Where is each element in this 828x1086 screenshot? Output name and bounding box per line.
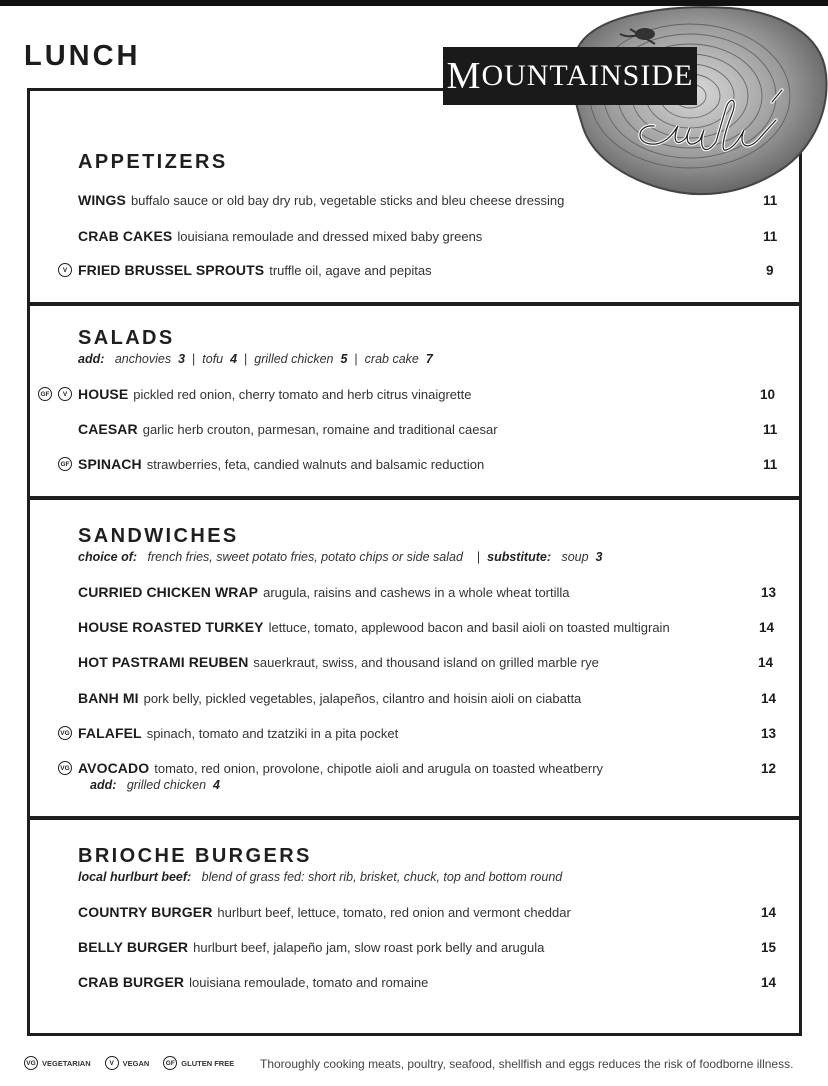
gluten-free-icon: GF <box>58 457 72 471</box>
menu-item <box>78 228 778 244</box>
item-name: BANH MI <box>78 690 139 706</box>
sandwiches-title: SANDWICHES <box>78 525 239 547</box>
item-price: 15 <box>761 940 777 955</box>
item-name: AVOCADO <box>78 760 150 776</box>
legend-item <box>163 1056 234 1070</box>
substitute-text: soup <box>561 550 589 564</box>
item-name: CURRIED CHICKEN WRAP <box>78 584 259 600</box>
item-price: 14 <box>761 905 777 920</box>
addon-text: grilled chicken <box>126 778 207 792</box>
addon-price: 5 <box>340 352 348 366</box>
item-description: buffalo sauce or old bay dry rub, vegetable sticks and bleu cheese dressing <box>130 193 565 208</box>
item-price: 14 <box>759 620 775 635</box>
menu-item <box>78 192 778 208</box>
item-name: CRAB CAKES <box>78 228 173 244</box>
addon-text: tofu <box>202 352 224 366</box>
logo-rest: OUNTAINSIDE <box>481 59 694 92</box>
section-divider <box>27 496 802 500</box>
menu-item <box>78 690 778 706</box>
item-price: 11 <box>763 422 778 437</box>
item-price: 10 <box>760 387 776 402</box>
legend-label: GLUTEN FREE <box>181 1058 235 1068</box>
item-name: FRIED BRUSSEL SPROUTS <box>78 262 265 278</box>
menu-item <box>78 654 778 670</box>
item-price: 13 <box>761 585 777 600</box>
item-description: louisiana remoulade and dressed mixed baby greens <box>177 229 483 244</box>
menu-item <box>78 760 778 776</box>
item-name: HOT PASTRAMI REUBEN <box>78 654 249 670</box>
burgers-beef-note <box>78 870 562 884</box>
item-description: pickled red onion, cherry tomato and herb citrus vinaigrette <box>133 387 472 402</box>
addon-label: add: <box>90 778 117 792</box>
menu-item <box>78 939 778 955</box>
item-price: 11 <box>763 229 778 244</box>
menu-item <box>78 421 778 437</box>
menu-item <box>78 386 778 402</box>
substitute-price: 3 <box>595 550 603 564</box>
legend-label: VEGETARIAN <box>42 1058 91 1068</box>
menu-item <box>78 904 778 920</box>
menu-item <box>78 974 778 990</box>
menu-item <box>78 262 778 278</box>
legend-item <box>105 1056 150 1070</box>
avocado-addon-note <box>90 778 220 792</box>
gluten-free-icon: GF <box>38 387 52 401</box>
addon-price: 4 <box>230 352 238 366</box>
logo-initial: M <box>446 55 482 97</box>
cafe-script-logo <box>626 80 796 164</box>
item-price: 14 <box>761 691 777 706</box>
addon-price: 7 <box>425 352 433 366</box>
item-description: lettuce, tomato, applewood bacon and basil aioli on toasted multigrain <box>268 620 670 635</box>
appetizers-title: APPETIZERS <box>78 151 228 173</box>
item-name: BELLY BURGER <box>78 939 189 955</box>
item-description: sauerkraut, swiss, and thousand island on grilled marble rye <box>253 655 599 670</box>
addons-label: add: <box>78 352 105 366</box>
addon-text: anchovies <box>114 352 172 366</box>
vegetarian-icon: VG <box>24 1056 38 1070</box>
item-description: hurlburt beef, lettuce, tomato, red onion and vermont cheddar <box>217 905 571 920</box>
vegan-icon: V <box>58 263 72 277</box>
item-price: 11 <box>763 457 778 472</box>
item-name: SPINACH <box>78 456 142 472</box>
menu-item <box>78 584 778 600</box>
item-description: hurlburt beef, jalapeño jam, slow roast pork belly and arugula <box>193 940 545 955</box>
item-description: tomato, red onion, provolone, chipotle aioli and arugula on toasted wheatberry <box>154 761 604 776</box>
item-name: HOUSE ROASTED TURKEY <box>78 619 264 635</box>
sandwiches-sides-note: choice of: french fries, sweet potato fries, potato chips or side salad | substitute: soup 3 <box>78 550 603 564</box>
substitute-label: substitute: <box>487 550 552 564</box>
menu-item <box>78 456 778 472</box>
burgers-title: BRIOCHE BURGERS <box>78 845 312 867</box>
addon-price: 3 <box>178 352 186 366</box>
addon-price: 4 <box>212 778 220 792</box>
salads-addons-note: add: anchovies 3 | tofu 4 | grilled chicken 5 | crab cake 7 <box>78 352 433 366</box>
item-price: 14 <box>758 655 774 670</box>
item-description: strawberries, feta, candied walnuts and balsamic reduction <box>146 457 485 472</box>
item-price: 13 <box>761 726 777 741</box>
menu-item <box>78 725 778 741</box>
vegetarian-icon: VG <box>58 761 72 775</box>
menu-item <box>78 619 778 635</box>
beef-text: blend of grass fed: short rib, brisket, chuck, top and bottom round <box>201 870 563 884</box>
addon-text: crab cake <box>364 352 419 366</box>
item-name: WINGS <box>78 192 126 208</box>
item-description: spinach, tomato and tzatziki in a pita pocket <box>146 726 399 741</box>
item-price: 14 <box>761 975 777 990</box>
gluten-free-icon: GF <box>163 1056 177 1070</box>
salads-title: SALADS <box>78 327 175 349</box>
vegan-icon: V <box>105 1056 119 1070</box>
item-name: HOUSE <box>78 386 129 402</box>
item-price: 9 <box>766 263 774 278</box>
item-name: CRAB BURGER <box>78 974 185 990</box>
choice-label: choice of: <box>78 550 138 564</box>
item-name: COUNTRY BURGER <box>78 904 213 920</box>
item-description: garlic herb crouton, parmesan, romaine and traditional caesar <box>142 422 498 437</box>
food-safety-disclaimer: Thoroughly cooking meats, poultry, seafood, shellfish and eggs reduces the risk of foodborne illness. <box>260 1057 794 1071</box>
page-heading: LUNCH <box>24 40 141 72</box>
addon-text: grilled chicken <box>254 352 334 366</box>
choice-text: french fries, sweet potato fries, potato chips or side salad <box>147 550 463 564</box>
beef-label: local hurlburt beef: <box>78 870 192 884</box>
item-name: CAESAR <box>78 421 138 437</box>
item-description: arugula, raisins and cashews in a whole wheat tortilla <box>263 585 570 600</box>
vegan-icon: V <box>58 387 72 401</box>
item-description: truffle oil, agave and pepitas <box>269 263 432 278</box>
dietary-legend <box>24 1056 248 1070</box>
legend-item <box>24 1056 91 1070</box>
item-description: pork belly, pickled vegetables, jalapeños, cilantro and hoisin aioli on ciabatta <box>143 691 582 706</box>
item-description: louisiana remoulade, tomato and romaine <box>189 975 429 990</box>
section-divider <box>27 816 802 820</box>
item-price: 11 <box>763 193 778 208</box>
legend-label: VEGAN <box>122 1058 150 1068</box>
item-name: FALAFEL <box>78 725 142 741</box>
vegetarian-icon: VG <box>58 726 72 740</box>
item-price: 12 <box>761 761 777 776</box>
section-divider <box>27 302 802 306</box>
